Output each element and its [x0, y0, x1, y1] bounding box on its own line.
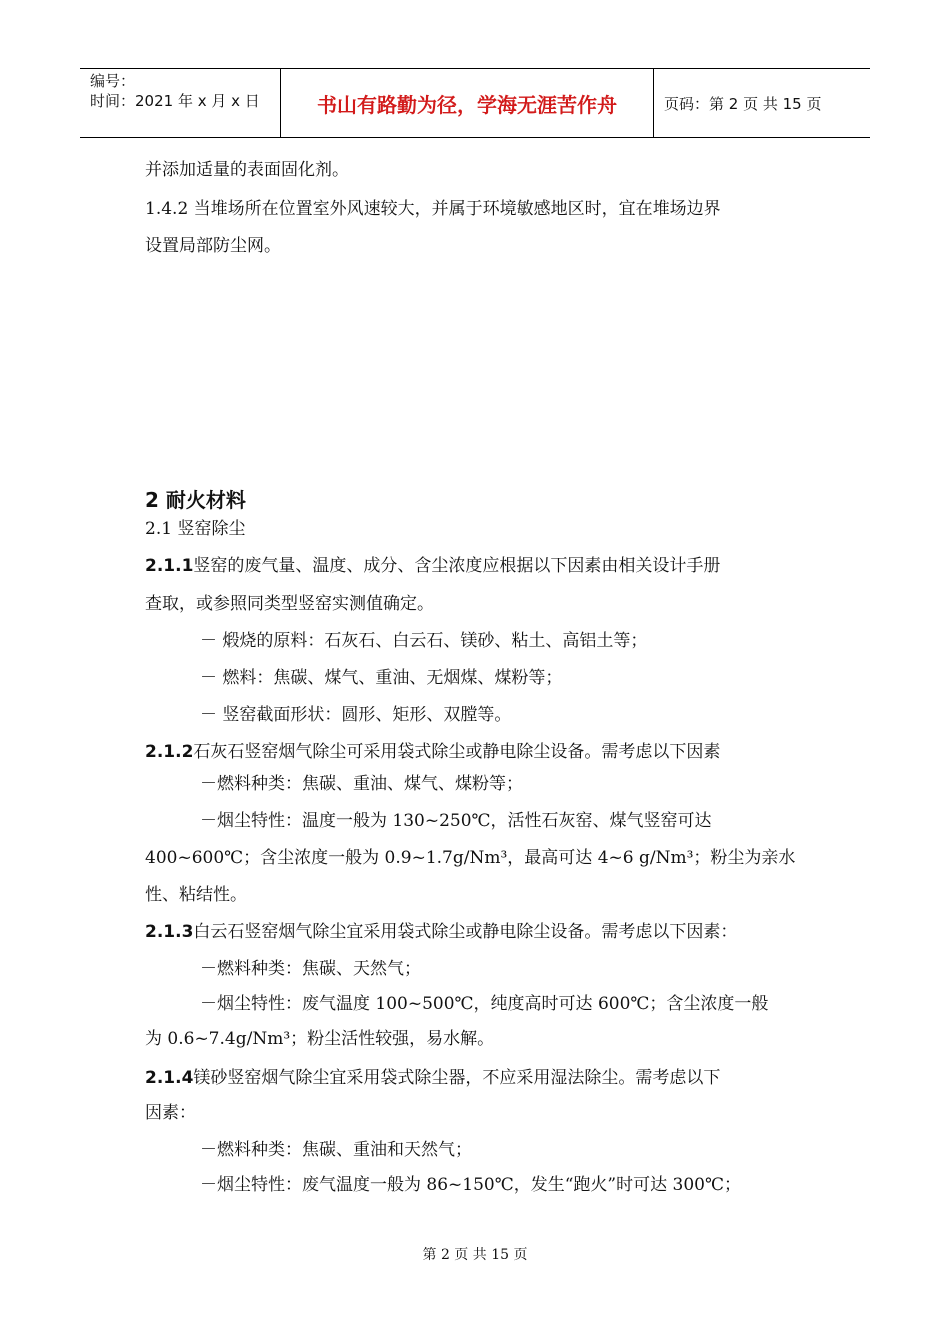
list-item: －燃料种类：焦碳、重油、煤气、煤粉等； [200, 774, 523, 794]
clause-number: 2.1.3 [145, 922, 194, 942]
list-item: －烟尘特性：温度一般为 130~250℃，活性石灰窑、煤气竖窑可达 [200, 811, 712, 831]
clause-2-1-2 [145, 740, 720, 764]
list-item: －燃料种类：焦碳、天然气； [200, 959, 421, 979]
header-motto: 书山有路勤为径，学海无涯苦作舟 [281, 69, 654, 137]
list-item: －烟尘特性：废气温度 100~500℃，纯度高时可达 600℃；含尘浓度一般 [200, 994, 769, 1014]
body-line: 设置局部防尘网。 [145, 236, 281, 256]
body-line: 查取，或参照同类型竖窑实测值确定。 [145, 594, 434, 614]
clause-number: 2.1.1 [145, 556, 194, 576]
body-line: 400~600℃；含尘浓度一般为 0.9~1.7g/Nm³，最高可达 4~6 g/Nm³；粉尘为亲水 [145, 848, 796, 868]
clause-text: 白云石竖窑烟气除尘宜采用袋式除尘或静电除尘设备。需考虑以下因素： [193, 922, 738, 942]
clause-2-1-3 [145, 920, 737, 944]
body-line: 为 0.6~7.4g/Nm³；粉尘活性较强，易水解。 [145, 1029, 495, 1049]
body-line: 因素： [145, 1103, 196, 1123]
section-title: 2 耐火材料 [145, 488, 246, 512]
header-code-label: 编号： [90, 72, 136, 90]
clause-number: 2.1.4 [145, 1068, 194, 1088]
clause-2-1-4 [145, 1066, 720, 1090]
page-header [80, 68, 870, 138]
list-item: － 煅烧的原料：石灰石、白云石、镁砂、粘土、高铝土等； [200, 631, 648, 651]
clause-text: 竖窑的废气量、温度、成分、含尘浓度应根据以下因素由相关设计手册 [193, 556, 721, 576]
header-date: 时间：2021 年 x 月 x 日 [90, 92, 260, 110]
clause-text: 镁砂竖窑烟气除尘宜采用袋式除尘器，不应采用湿法除尘。需考虑以下 [193, 1068, 721, 1088]
body-line: 1.4.2 当堆场所在位置室外风速较大，并属于环境敏感地区时，宜在堆场边界 [145, 199, 721, 219]
list-item: －燃料种类：焦碳、重油和天然气； [200, 1140, 472, 1160]
subsection-title: 2.1 竖窑除尘 [145, 519, 246, 539]
header-page-info: 页码：第 2 页 共 15 页 [664, 94, 822, 113]
clause-text: 石灰石竖窑烟气除尘可采用袋式除尘或静电除尘设备。需考虑以下因素 [193, 742, 721, 762]
page-footer: 第 2 页 共 15 页 [422, 1247, 528, 1263]
clause-2-1-1 [145, 554, 720, 578]
list-item: －烟尘特性：废气温度一般为 86~150℃，发生“跑火”时可达 300℃； [200, 1175, 741, 1195]
list-item: － 竖窑截面形状：圆形、矩形、双膛等。 [200, 705, 512, 725]
clause-number: 2.1.2 [145, 742, 194, 762]
header-meta [80, 69, 281, 137]
body-line: 并添加适量的表面固化剂。 [145, 160, 349, 180]
body-line: 性、粘结性。 [145, 885, 247, 905]
list-item: － 燃料：焦碳、煤气、重油、无烟煤、煤粉等； [200, 668, 563, 688]
